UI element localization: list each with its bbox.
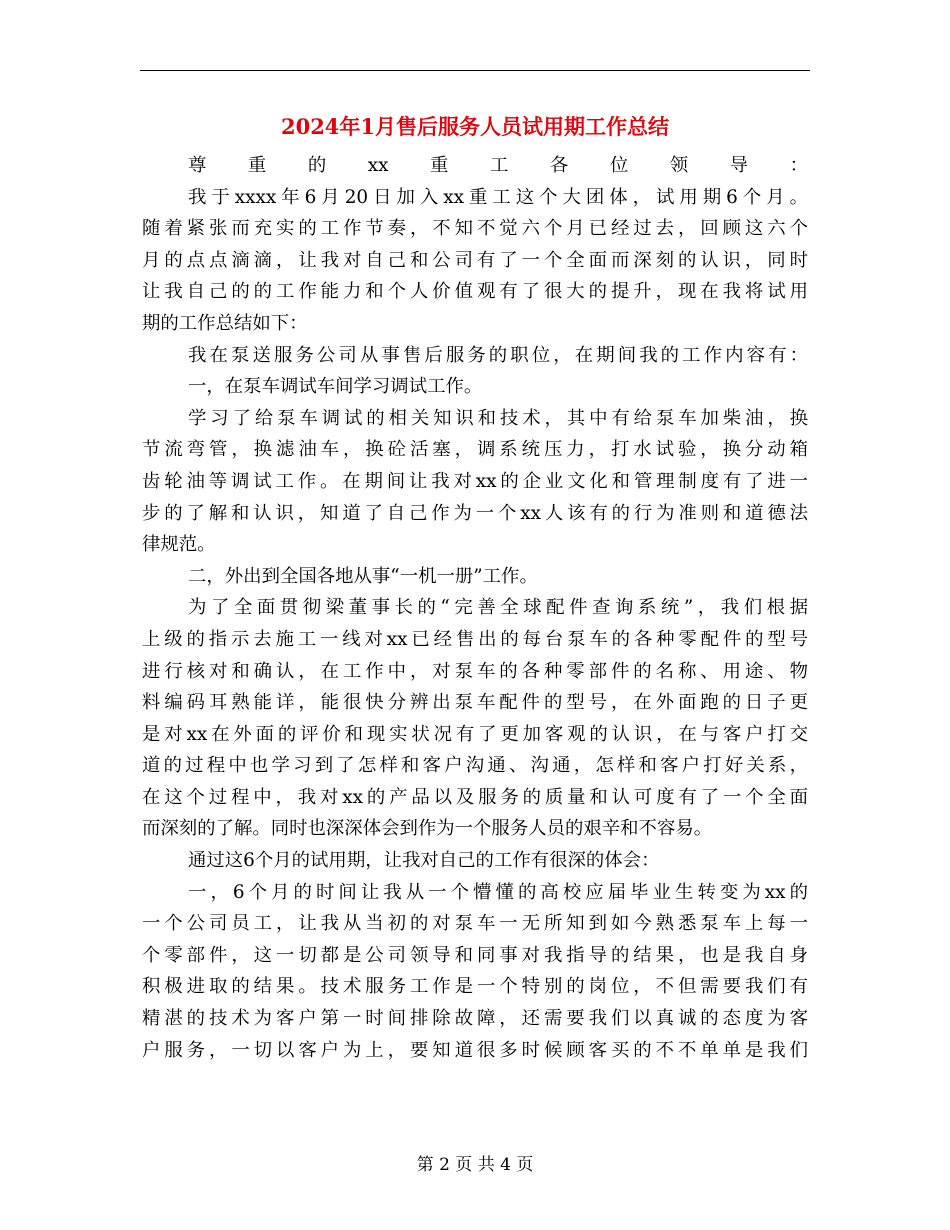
body-line: 齿轮油等调试工作。在期间让我对xx的企业文化和管理制度有了进一 [142, 470, 808, 492]
body-line: 个零部件，这一切都是公司领导和同事对我指导的结果，也是我自身 [142, 944, 808, 966]
body-line: 一，6个月的时间让我从一个懵懂的高校应届毕业生转变为xx的 [188, 881, 808, 903]
body-line: 是对xx在外面的评价和现实状况有了更加客观的认识，在与客户打交 [142, 723, 808, 745]
body-line: 步的了解和认识，知道了自己作为一个xx人该有的行为准则和道德法 [142, 502, 808, 524]
body-line: 为了全面贯彻梁董事长的“完善全球配件查询系统”，我们根据 [188, 597, 808, 619]
body-line: 节流弯管，换滤油车，换砼活塞，调系统压力，打水试验，换分动箱 [142, 439, 808, 461]
body-line: 随着紧张而充实的工作节奏，不知不觉六个月已经过去，回顾这六个 [142, 218, 808, 240]
body-line: 一个公司员工，让我从当初的对泵车一无所知到如今熟悉泵车上每一 [142, 913, 808, 935]
document-title: 2024年1月售后服务人员试用期工作总结 [280, 114, 670, 139]
body-line: 二，外出到全国各地从事“一机一册”工作。 [188, 565, 538, 587]
body-line: 月的点点滴滴，让我对自己和公司有了一个全面而深刻的认识，同时 [142, 249, 808, 271]
body-line: 让我自己的的工作能力和个人价值观有了很大的提升，现在我将试用 [142, 281, 808, 303]
body-line: 通过这6个月的试用期，让我对自己的工作有很深的体会： [188, 850, 660, 872]
body-line: 我于xxxx年6月20日加入xx重工这个大团体，试用期6个月。 [188, 186, 808, 208]
body-line: 在这个过程中，我对xx的产品以及服务的质量和认可度有了一个全面 [142, 786, 808, 808]
body-line: 期的工作总结如下： [142, 312, 308, 334]
body-line: 上级的指示去施工一线对xx已经售出的每台泵车的各种零配件的型号 [142, 628, 808, 650]
body-line: 一，在泵车调试车间学习调试工作。 [188, 376, 483, 398]
body-line: 律规范。 [142, 534, 216, 556]
body-line: 而深刻的了解。同时也深深体会到作为一个服务人员的艰辛和不容易。 [142, 818, 713, 840]
header-rule [140, 70, 810, 71]
body-line: 料编码耳熟能详，能很快分辨出泵车配件的型号，在外面跑的日子更 [142, 692, 808, 714]
body-line: 积极进取的结果。技术服务工作是一个特别的岗位，不但需要我们有 [142, 976, 808, 998]
body-line: 学习了给泵车调试的相关知识和技术，其中有给泵车加柴油，换 [188, 407, 808, 429]
page-number-footer: 第 2 页 共 4 页 [416, 1155, 534, 1175]
body-line: 我在泵送服务公司从事售后服务的职位，在期间我的工作内容有： [188, 344, 808, 366]
body-line: 户服务，一切以客户为上，要知道很多时候顾客买的不不单单是我们 [142, 1039, 808, 1061]
document-body [142, 150, 808, 1066]
body-line: 道的过程中也学习到了怎样和客户沟通、沟通，怎样和客户打好关系， [142, 755, 808, 777]
body-line: 精湛的技术为客户第一时间排除故障，还需要我们以真诚的态度为客 [142, 1008, 808, 1030]
body-line: 进行核对和确认，在工作中，对泵车的各种零部件的名称、用途、物 [142, 660, 808, 682]
body-line: 尊重的xx重工各位领导： [188, 155, 808, 176]
